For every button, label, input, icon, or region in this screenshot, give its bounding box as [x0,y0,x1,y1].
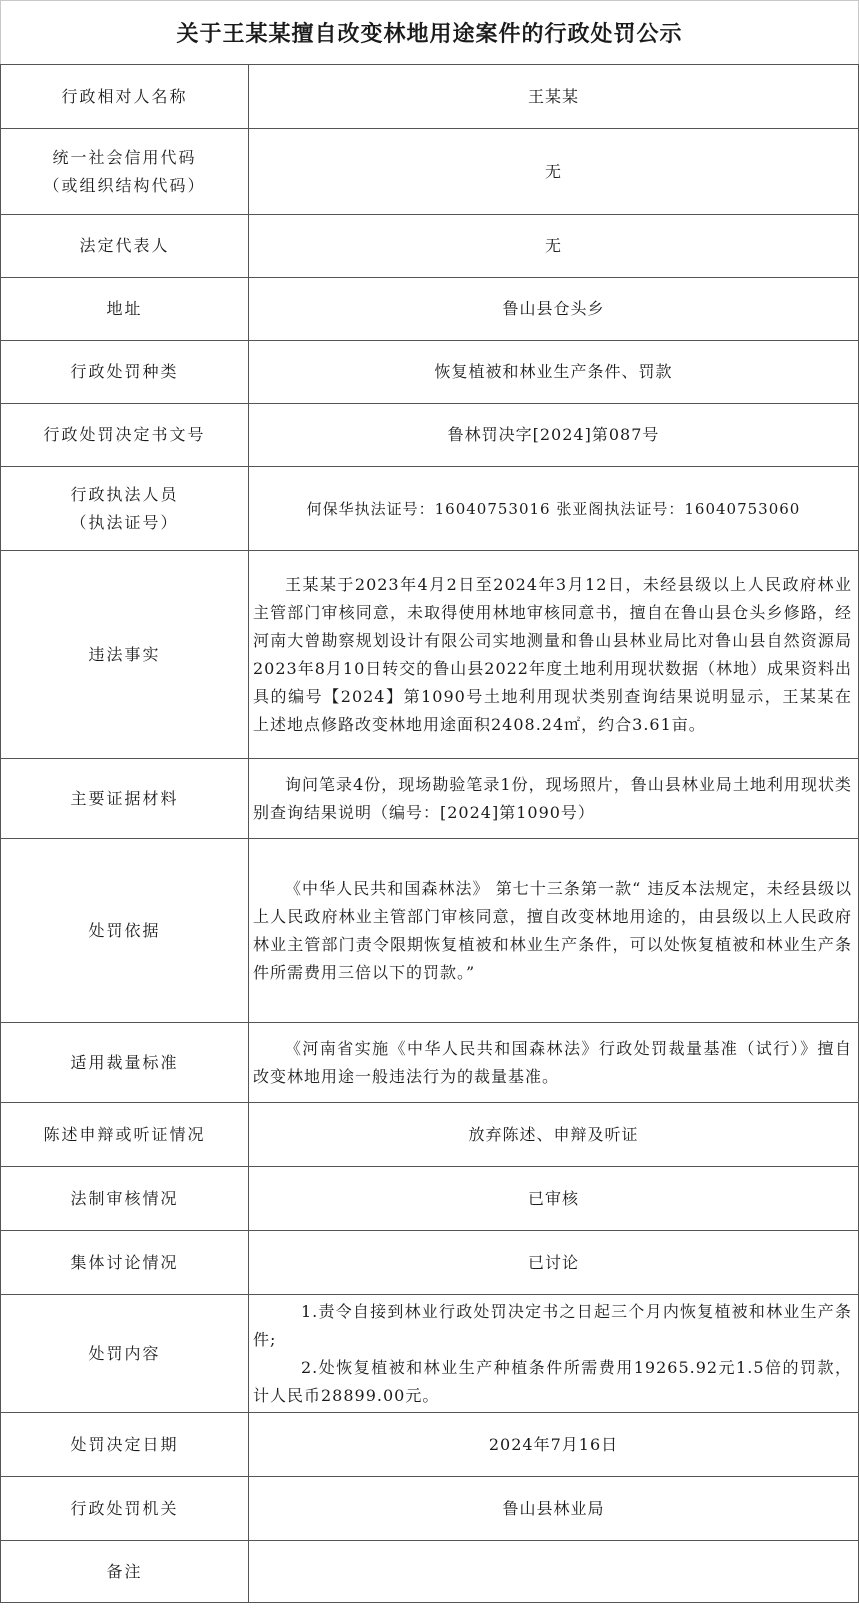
credit-code-label-line2: （或组织结构代码） [43,175,206,195]
legal-review-value: 已审核 [249,1167,859,1231]
hearing-label: 陈述申辩或听证情况 [1,1103,249,1167]
row-basis [1,839,859,1023]
penalty-type-value: 恢复植被和林业生产条件、罚款 [249,341,859,404]
party-name-value: 王某某 [249,65,859,129]
authority-label: 行政处罚机关 [1,1477,249,1541]
row-evidence [1,759,859,839]
legal-review-label: 法制审核情况 [1,1167,249,1231]
standard-label: 适用裁量标准 [1,1023,249,1103]
row-facts [1,551,859,759]
evidence-value [249,759,859,839]
row-remarks [1,1541,859,1603]
collective-value: 已讨论 [249,1231,859,1295]
address-value: 鲁山县仓头乡 [249,278,859,341]
row-credit-code [1,129,859,215]
legal-rep-label: 法定代表人 [1,215,249,278]
content-label: 处罚内容 [1,1295,249,1413]
row-party-name [1,65,859,129]
legal-rep-value: 无 [249,215,859,278]
page-title: 关于王某某擅自改变林地用途案件的行政处罚公示 [0,0,859,64]
penalty-type-label: 行政处罚种类 [1,341,249,404]
decision-no-label: 行政处罚决定书文号 [1,404,249,467]
row-legal-rep [1,215,859,278]
officers-label [1,467,249,551]
credit-code-label [1,129,249,215]
evidence-label: 主要证据材料 [1,759,249,839]
authority-value: 鲁山县林业局 [249,1477,859,1541]
row-decision-date [1,1413,859,1477]
officers-value: 何保华执法证号：16040753016 张亚阁执法证号：16040753060 [249,467,859,551]
facts-label: 违法事实 [1,551,249,759]
remarks-label: 备注 [1,1541,249,1603]
decision-date-value: 2024年7月16日 [249,1413,859,1477]
row-content [1,1295,859,1413]
facts-value [249,551,859,759]
row-hearing [1,1103,859,1167]
row-legal-review [1,1167,859,1231]
row-authority [1,1477,859,1541]
officers-label-line1: 行政执法人员 [70,484,179,504]
basis-value [249,839,859,1023]
standard-text: 《河南省实施《中华人民共和国森林法》行政处罚裁量基准（试行）》擅自改变林地用途一般违法行为的裁量基准。 [253,1038,852,1086]
credit-code-label-line1: 统一社会信用代码 [52,147,197,167]
remarks-value [249,1541,859,1603]
credit-code-value: 无 [249,129,859,215]
decision-date-label: 处罚决定日期 [1,1413,249,1477]
content-value [249,1295,859,1413]
evidence-text: 询问笔录4份，现场勘验笔录1份，现场照片，鲁山县林业局土地利用现状类别查询结果说明（编号：[2024]第1090号） [253,774,852,822]
basis-label: 处罚依据 [1,839,249,1023]
decision-no-value: 鲁林罚决字[2024]第087号 [249,404,859,467]
standard-value [249,1023,859,1103]
basis-text: 《中华人民共和国森林法》 第七十三条第一款“ 违反本法规定，未经县级以上人民政府林业主管部门审核同意，擅自改变林地用途的，由县级以上人民政府林业主管部门责令限期恢复植被和林业生产条件，可以处恢复植被和林业生产条件所需费用三倍以下的罚款。” [253,878,852,982]
facts-text: 王某某于2023年4月2日至2024年3月12日，未经县级以上人民政府林业主管部门审核同意，未取得使用林地审核同意书，擅自在鲁山县仓头乡修路，经河南大曾勘察规划设计有限公司实地测量和鲁山县林业局比对鲁山县自然资源局2023年8月10日转交的鲁山县2022年度土地利用现状数据（林地）成果资料出具的编号【2024】第1090号土地利用现状类别查询结果说明显示，王某某在上述地点修路改变林地用途面积2408.24㎡，约合3.61亩。 [253,574,852,734]
hearing-value: 放弃陈述、申辩及听证 [249,1103,859,1167]
row-decision-no [1,404,859,467]
content-item-1: 1.责令自接到林业行政处罚决定书之日起三个月内恢复植被和林业生产条件; [253,1301,852,1349]
collective-label: 集体讨论情况 [1,1231,249,1295]
row-officers [1,467,859,551]
address-label: 地址 [1,278,249,341]
row-penalty-type [1,341,859,404]
row-collective [1,1231,859,1295]
officers-label-line2: （执法证号） [70,512,179,532]
row-standard [1,1023,859,1103]
content-item-2: 2.处恢复植被和林业生产种植条件所需费用19265.92元1.5倍的罚款，计人民币28899.00元。 [253,1357,852,1405]
row-address [1,278,859,341]
penalty-info-table [0,64,859,1603]
party-name-label: 行政相对人名称 [1,65,249,129]
